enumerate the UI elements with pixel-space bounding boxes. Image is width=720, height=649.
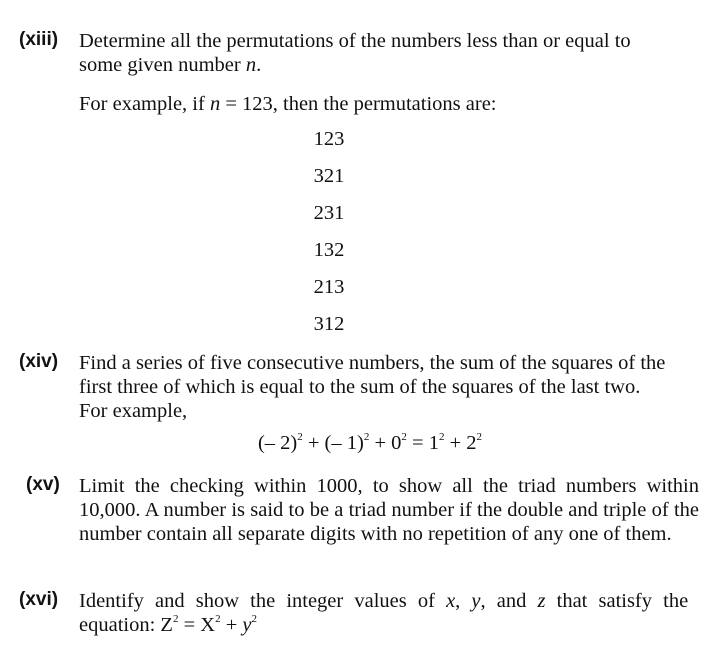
permutation-item: 123 [313,128,345,150]
sum-of-squares-equation [0,431,720,455]
example-rest: = 123, then the permutations are: [220,93,497,115]
variable-z: z [537,590,546,612]
eq-term: + 2 [444,432,477,454]
question-xvi-line-1 [79,589,699,613]
example-intro: For example, if [79,93,210,115]
question-xv-text: Limit the checking within 1000, to show all the triad numbers within 10,000. A number is said to be a triad number if the double and triple of the number contain all separate digits with no repetition of any one of them. [79,475,699,545]
question-xvi-text-end: that satisfy the [545,590,689,612]
eq-term: + 0 [369,432,402,454]
equation-start: equation: Z [79,614,173,636]
permutation-item: 213 [313,276,345,298]
question-xiv-line-1: Find a series of five consecutive numbers, the sum of the squares of the [79,352,666,374]
permutation-item: 231 [313,202,345,224]
exponent: 2 [297,431,303,443]
exponent: 2 [172,613,179,625]
exponent: 2 [363,431,370,443]
variable-y-eq: y [242,614,252,636]
question-label-xv: (xv) [26,474,60,495]
eq-term: (– 2) [257,432,298,454]
question-xvi-line-2 [79,613,257,637]
permutation-item: 132 [313,239,345,261]
question-xiv-line-3: For example, [79,400,188,422]
exponent: 2 [215,613,221,625]
exponent: 2 [251,613,257,625]
question-xiii-line-1: Determine all the permutations of the numbers less than or equal to [79,30,631,52]
question-label-xvi: (xvi) [19,589,59,610]
question-label-xiii: (xiii) [19,29,59,50]
eq-term: + (– 1) [302,432,364,454]
variable-n: n [245,54,257,76]
exponent: 2 [438,431,445,443]
period: . [256,54,262,76]
question-xiv-line-2: first three of which is equal to the sum of the squares of the last two. [79,376,641,398]
question-label-xiv: (xiv) [19,351,59,372]
question-xiii-line-2-text: some given number [79,54,246,76]
permutation-item: 312 [313,313,345,335]
question-xiii-line-2 [79,53,261,77]
permutation-item: 321 [313,165,345,187]
equation-plus: + [220,614,243,636]
question-xvi-text: Identify and show the integer values of [79,590,447,612]
equation-mid: = X [178,614,216,636]
question-xiii-example [79,92,496,116]
separator: , [455,590,472,612]
exponent: 2 [401,431,407,443]
exponent: 2 [476,431,483,443]
variable-n-example: n [209,93,221,115]
separator: , and [480,590,538,612]
variable-x: x [446,590,456,612]
eq-term: = 1 [406,432,439,454]
variable-y: y [471,590,481,612]
